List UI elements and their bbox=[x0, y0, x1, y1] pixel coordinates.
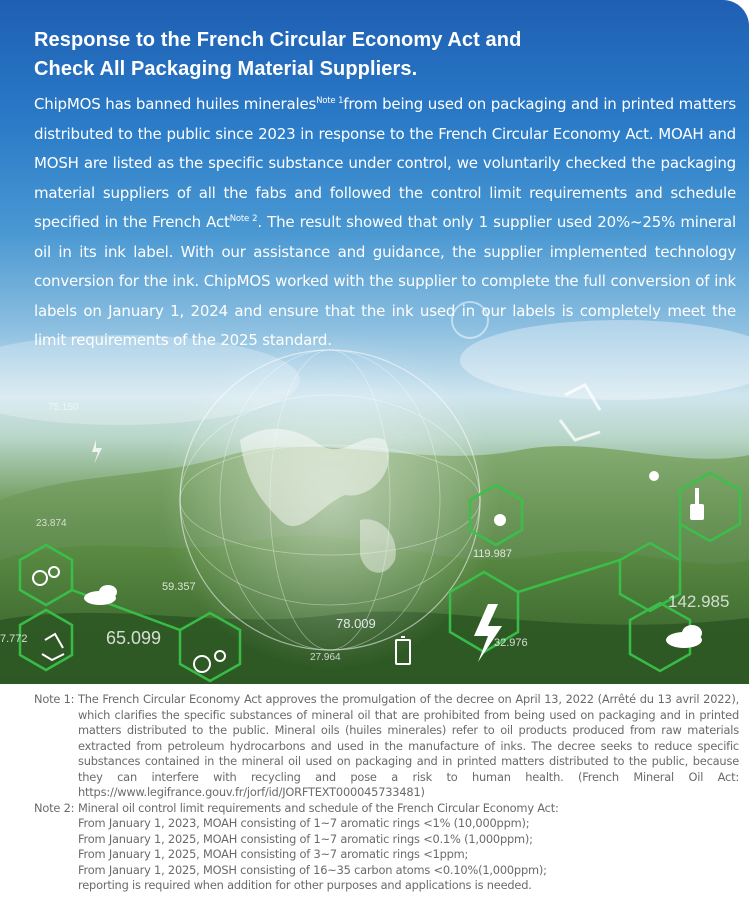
title-line-2: Check All Packaging Material Suppliers. bbox=[34, 58, 418, 80]
note-2-item: From January 1, 2023, MOAH consisting of 1~7 aromatic rings <1% (10,000ppm); bbox=[78, 816, 530, 830]
paragraph-end: . The result showed that only 1 supplier used 20%~25% mineral oil in its ink label. With our assistance and guidance, the supplier implemented technology conversion for the ink. ChipMOS worked with the supplier to complete the full conversion of ink labels on January 1, 2024 and ensure that the ink used in our labels is completely meet the limit requirements of the 2025 standard. bbox=[34, 213, 737, 349]
hero-number: 65.099 bbox=[106, 628, 162, 648]
note-2-item: From January 1, 2025, MOAH consisting of 3~7 aromatic rings <1ppm; bbox=[78, 847, 469, 861]
hero-number: 78.009 bbox=[336, 616, 376, 631]
title-line-1: Response to the French Circular Economy Act and bbox=[34, 29, 522, 51]
note-2-intro: Mineral oil control limit requirements and schedule of the French Circular Economy Act: bbox=[78, 800, 559, 815]
note-2-item: reporting is required when addition for other purposes and applications is needed. bbox=[78, 878, 532, 892]
article-title bbox=[34, 26, 736, 84]
hero-number: 119.987 bbox=[473, 548, 512, 560]
article-paragraph bbox=[34, 90, 736, 356]
note-1-label: Note 1: bbox=[34, 692, 75, 706]
note-1 bbox=[34, 692, 739, 801]
note-2 bbox=[34, 801, 739, 894]
note-2-reference: Note 2 bbox=[229, 214, 258, 224]
note-2-item: From January 1, 2025, MOSH consisting of 16~35 carbon atoms <0.10%(1,000ppm); bbox=[78, 862, 547, 877]
hero-number: 23.874 bbox=[36, 518, 67, 529]
hero-number: 75.150 bbox=[48, 402, 79, 413]
footnotes bbox=[34, 692, 739, 894]
hero-number: 27.964 bbox=[310, 652, 341, 663]
hero-number: 59.357 bbox=[162, 581, 196, 593]
note-2-label: Note 2: bbox=[34, 800, 75, 815]
paragraph-start: ChipMOS has banned huiles minerales bbox=[34, 95, 317, 113]
hero-number: 7.772 bbox=[0, 633, 28, 645]
hero-number: 142.985 bbox=[668, 592, 730, 611]
note-1-text: The French Circular Economy Act approves the promulgation of the decree on April 13, 2022 (Arrêté du 13 avril 2022), which clarifies the specific substances of mineral oil that are prohibited from being used on packaging and in printed matters distributed to the public. Mineral oils (huiles minerales) refer to oil products produced from raw materials extracted from petroleum hydrocarbons and used in the manufacture of inks. The decree seeks to reduce specific substances contained in the mineral oil used on packaging and in printed matters distributed to the public, because they can interfere with recycling and pose a risk to human health. (French Mineral Oil Act: https://www.legifrance.gouv.fr/jorf/id/JORFTEXT000045733481) bbox=[78, 692, 739, 799]
paragraph-middle: from being used on packaging and in printed matters distributed to the public since 2023 in response to the French Circular Economy Act. MOAH and MOSH are listed as the specific substance under control, we voluntarily checked the packaging material suppliers of all the fabs and followed the control limit requirements and schedule specified in the French Act bbox=[34, 95, 737, 231]
hero-number: 32.976 bbox=[494, 637, 528, 649]
article-text bbox=[34, 26, 736, 356]
note-2-item: From January 1, 2025, MOAH consisting of 1~7 aromatic rings <0.1% (1,000ppm); bbox=[78, 831, 533, 846]
note-1-reference: Note 1 bbox=[316, 96, 344, 106]
